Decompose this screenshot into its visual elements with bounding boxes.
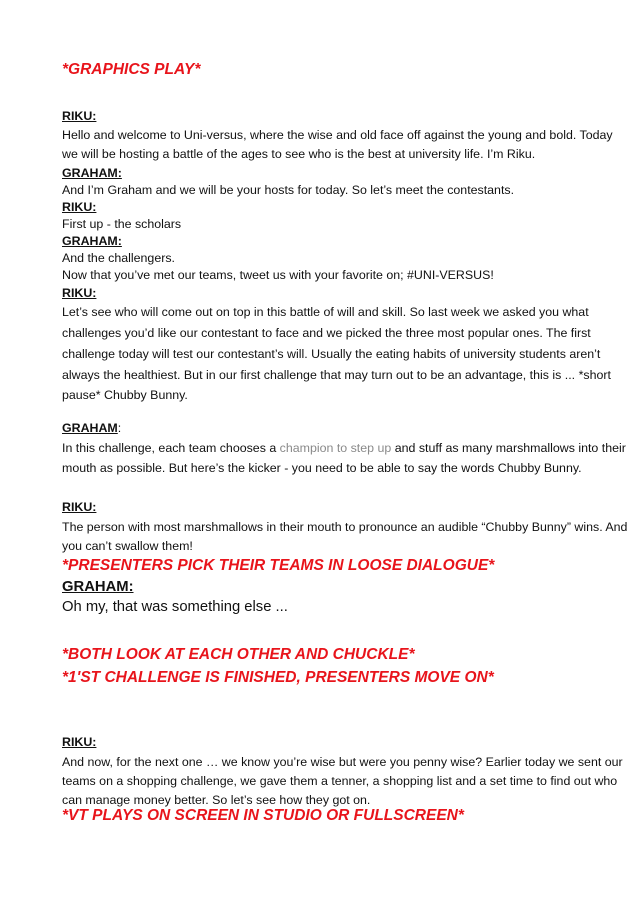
dialogue-line: And the challengers. [62, 251, 175, 265]
dialogue-line: And now, for the next one … we know you’re wise but were you penny wise? Earlier today we sent our [62, 755, 623, 769]
speaker-riku: RIKU: [62, 109, 97, 123]
dialogue-line: mouth as possible. But here’s the kicker - you need to be able to say the words Chubby Bunny. [62, 461, 582, 475]
dialogue-line: First up - the scholars [62, 217, 182, 231]
dialogue-line: Oh my, that was something else ... [62, 599, 288, 615]
dialogue-line: you can’t swallow them! [62, 539, 193, 553]
speaker-riku: RIKU: [62, 286, 97, 300]
speaker-graham: GRAHAM: [62, 166, 122, 180]
stage-direction-graphics: *GRAPHICS PLAY* [62, 61, 201, 78]
dialogue-line: And I’m Graham and we will be your hosts for today. So let’s meet the contestants. [62, 183, 515, 197]
dialogue-line: Now that you’ve met our teams, tweet us with your favorite on; #UNI-VERSUS! [62, 268, 494, 282]
dialogue-line: Let’s see who will come out on top in this battle of will and skill. So last week we asked you what [62, 305, 589, 319]
dialogue-text: and stuff as many marshmallows into their [391, 441, 626, 455]
dialogue-line: we will be hosting a battle of the ages to see who is the best at university life. I’m Riku. [62, 147, 536, 161]
dialogue-line: challenge today will test our contestant’s will. Usually the eating habits of university students aren’t [62, 347, 601, 361]
stage-direction-vt-plays: *VT PLAYS ON SCREEN IN STUDIO OR FULLSCREEN* [62, 807, 464, 824]
dialogue-text: In this challenge, each team chooses a [62, 441, 280, 455]
speaker-graham: GRAHAM: [62, 579, 134, 595]
dialogue-line: The person with most marshmallows in their mouth to pronounce an audible “Chubby Bunny” wins. And [62, 520, 628, 534]
dialogue-line [62, 440, 626, 456]
speaker-graham: GRAHAM: [62, 234, 122, 248]
speaker-riku: RIKU: [62, 200, 97, 214]
dialogue-line: always the healthiest. But in our first challenge that may turn out to be an advantage, this is ... *short [62, 368, 611, 382]
speaker-name: GRAHAM [62, 421, 118, 435]
dialogue-line: pause* Chubby Bunny. [62, 388, 188, 402]
dialogue-line: Hello and welcome to Uni-versus, where the wise and old face off against the young and bold. Today [62, 128, 613, 142]
dialogue-line: can manage money better. So let’s see how they got on. [62, 793, 371, 807]
stage-direction-both-look: *BOTH LOOK AT EACH OTHER AND CHUCKLE* [62, 646, 415, 663]
speaker-riku: RIKU: [62, 735, 97, 749]
speaker-riku: RIKU: [62, 500, 97, 514]
dialogue-line: teams on a shopping challenge, we gave them a tenner, a shopping list and a set time to find out who [62, 774, 618, 788]
speaker-colon: : [117, 421, 122, 435]
stage-direction-challenge-finished: *1'ST CHALLENGE IS FINISHED, PRESENTERS MOVE ON* [62, 669, 494, 686]
highlighted-text: champion to step up [279, 441, 392, 455]
dialogue-line: challenges you’d like our contestant to face and we picked the three most popular ones. The first [62, 326, 591, 340]
speaker-graham [62, 420, 121, 436]
stage-direction-presenters-pick: *PRESENTERS PICK THEIR TEAMS IN LOOSE DIALOGUE* [62, 557, 495, 574]
